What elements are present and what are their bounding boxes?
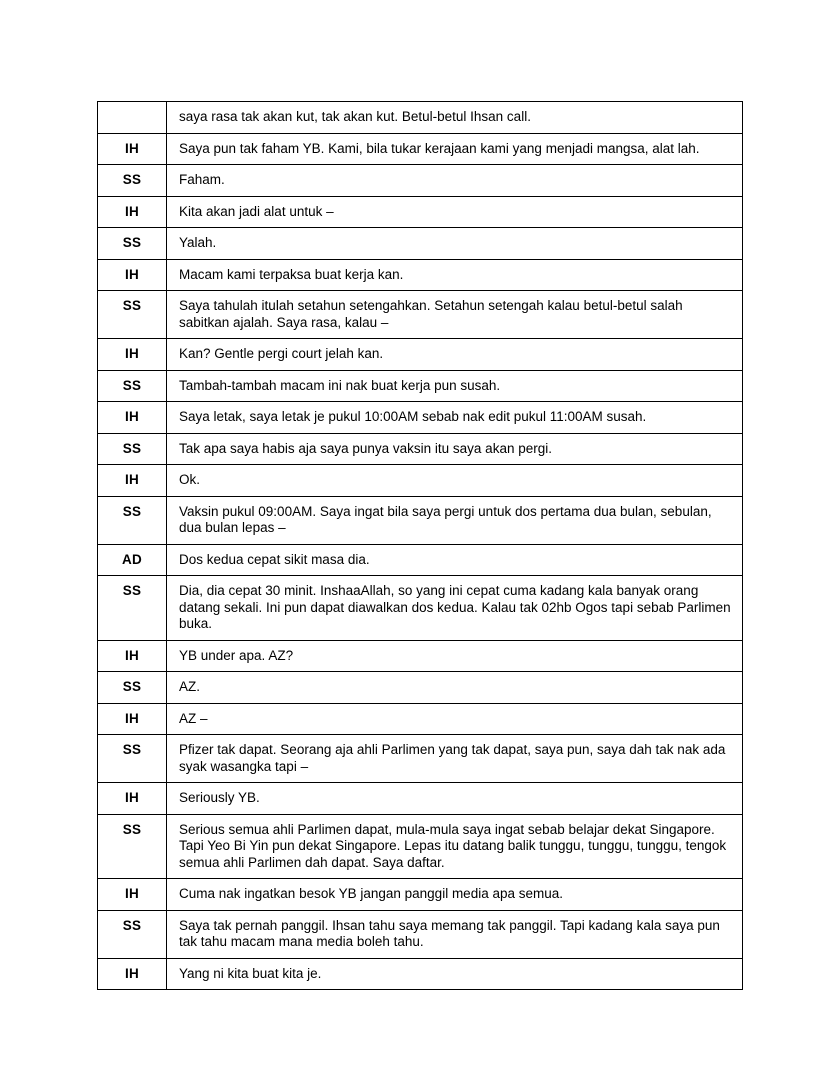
utterance-cell: Cuma nak ingatkan besok YB jangan panggil media apa semua. [167, 879, 743, 911]
table-row [98, 259, 743, 291]
table-row [98, 910, 743, 958]
speaker-cell: IH [98, 783, 167, 815]
utterance-cell: Macam kami terpaksa buat kerja kan. [167, 259, 743, 291]
utterance-cell: Kan? Gentle pergi court jelah kan. [167, 339, 743, 371]
table-row [98, 133, 743, 165]
table-row [98, 402, 743, 434]
table-row [98, 576, 743, 641]
utterance-cell: AZ. [167, 672, 743, 704]
table-row [98, 496, 743, 544]
transcript-table [97, 101, 743, 990]
table-row [98, 879, 743, 911]
speaker-cell: IH [98, 196, 167, 228]
table-row [98, 703, 743, 735]
table-row [98, 783, 743, 815]
speaker-cell: SS [98, 165, 167, 197]
table-row [98, 339, 743, 371]
utterance-cell: Pfizer tak dapat. Seorang aja ahli Parlimen yang tak dapat, saya pun, saya dah tak nak ada syak wasangka tapi – [167, 735, 743, 783]
table-row [98, 958, 743, 990]
table-row [98, 102, 743, 134]
speaker-cell: IH [98, 958, 167, 990]
utterance-cell: Serious semua ahli Parlimen dapat, mula-mula saya ingat sebab belajar dekat Singapore. Tapi Yeo Bi Yin pun dekat Singapore. Lepas itu datang balik tunggu, tunggu, tunggu, tengok semua ahli Parlimen dah dapat. Saya daftar. [167, 814, 743, 879]
utterance-cell: Kita akan jadi alat untuk – [167, 196, 743, 228]
utterance-cell: Faham. [167, 165, 743, 197]
speaker-cell: SS [98, 672, 167, 704]
utterance-cell: Saya letak, saya letak je pukul 10:00AM sebab nak edit pukul 11:00AM susah. [167, 402, 743, 434]
utterance-cell: YB under apa. AZ? [167, 640, 743, 672]
utterance-cell: saya rasa tak akan kut, tak akan kut. Betul-betul Ihsan call. [167, 102, 743, 134]
table-row [98, 196, 743, 228]
utterance-cell: Vaksin pukul 09:00AM. Saya ingat bila saya pergi untuk dos pertama dua bulan, sebulan, dua bulan lepas – [167, 496, 743, 544]
table-row [98, 544, 743, 576]
utterance-cell: Yang ni kita buat kita je. [167, 958, 743, 990]
utterance-cell: Dos kedua cepat sikit masa dia. [167, 544, 743, 576]
utterance-cell: Ok. [167, 465, 743, 497]
table-row [98, 228, 743, 260]
utterance-cell: AZ – [167, 703, 743, 735]
utterance-cell: Dia, dia cepat 30 minit. InshaaAllah, so yang ini cepat cuma kadang kala banyak orang datang sekali. Ini pun dapat diawalkan dos kedua. Kalau tak 02hb Ogos tapi sebab Parlimen buka. [167, 576, 743, 641]
table-row [98, 640, 743, 672]
speaker-cell: AD [98, 544, 167, 576]
utterance-cell: Saya tahulah itulah setahun setengahkan. Setahun setengah kalau betul-betul salah sabitkan ajalah. Saya rasa, kalau – [167, 291, 743, 339]
utterance-cell: Seriously YB. [167, 783, 743, 815]
table-row [98, 465, 743, 497]
speaker-cell: IH [98, 703, 167, 735]
table-row [98, 814, 743, 879]
speaker-cell: IH [98, 259, 167, 291]
speaker-cell: IH [98, 465, 167, 497]
speaker-cell: IH [98, 133, 167, 165]
table-row [98, 433, 743, 465]
speaker-cell [98, 102, 167, 134]
speaker-cell: SS [98, 370, 167, 402]
speaker-cell: SS [98, 910, 167, 958]
speaker-cell: SS [98, 576, 167, 641]
speaker-cell: SS [98, 735, 167, 783]
utterance-cell: Saya pun tak faham YB. Kami, bila tukar kerajaan kami yang menjadi mangsa, alat lah. [167, 133, 743, 165]
table-row [98, 735, 743, 783]
table-row [98, 370, 743, 402]
utterance-cell: Saya tak pernah panggil. Ihsan tahu saya memang tak panggil. Tapi kadang kala saya pun tak tahu macam mana media boleh tahu. [167, 910, 743, 958]
utterance-cell: Tambah-tambah macam ini nak buat kerja pun susah. [167, 370, 743, 402]
speaker-cell: IH [98, 879, 167, 911]
speaker-cell: SS [98, 291, 167, 339]
speaker-cell: SS [98, 228, 167, 260]
utterance-cell: Tak apa saya habis aja saya punya vaksin itu saya akan pergi. [167, 433, 743, 465]
table-row [98, 165, 743, 197]
speaker-cell: IH [98, 339, 167, 371]
speaker-cell: IH [98, 640, 167, 672]
table-row [98, 672, 743, 704]
utterance-cell: Yalah. [167, 228, 743, 260]
speaker-cell: IH [98, 402, 167, 434]
speaker-cell: SS [98, 814, 167, 879]
speaker-cell: SS [98, 433, 167, 465]
table-row [98, 291, 743, 339]
transcript-body [98, 102, 743, 990]
speaker-cell: SS [98, 496, 167, 544]
